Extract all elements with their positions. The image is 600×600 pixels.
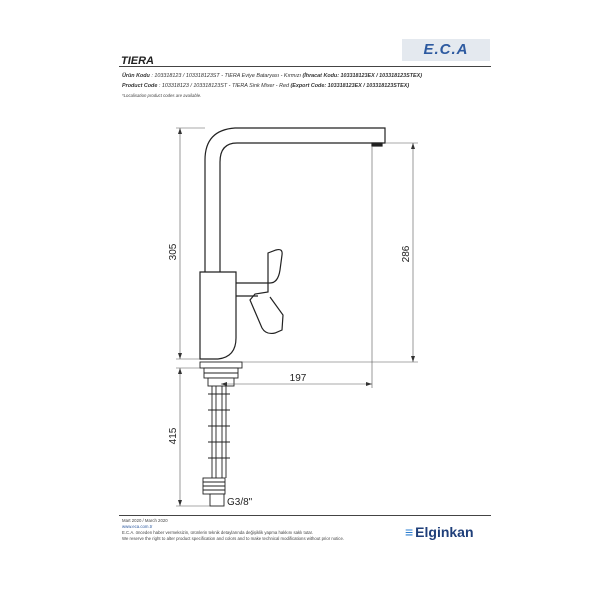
product-code-tr-label: Ürün Kodu [122,73,150,79]
export-code-en: (Export Code: 103318123EX / 103318123STEX) [290,83,410,89]
dimension-reach: 197 [289,373,307,384]
dimension-thread: G3/8" [227,497,253,508]
dimension-height-total: 305 [168,243,179,261]
dimension-hose: 415 [168,427,179,445]
footer-website-link[interactable]: www.eca.com.tr [122,524,153,529]
localisation-note: *Localisation product codes are available. [122,93,202,98]
product-title: TIERA [121,55,154,67]
product-code-en-label: Product Code [122,83,158,89]
eca-logo: E.C.A [423,41,469,58]
elginkan-mark-icon: ≡ [405,524,414,540]
footer-note-tr: E.C.A. önceden haber vermeksizin, ürünlerin teknik detaylarında değişiklik yapma hakkını saklı tutar. [122,530,314,535]
dimension-height-spout: 286 [401,245,412,263]
footer-note-en: We reserve the right to alter product specification and colors and to make technical modifications without prior notice. [122,536,345,541]
elginkan-brand-text: Elginkan [415,524,474,540]
elginkan-logo [405,524,474,540]
footer-divider [119,515,491,516]
footer-date: Mart 2020 / March 2020 [122,518,168,523]
product-code-tr-value: : 103318123 / 103318123ST - TIERA Eviye Bataryası - Kırmızı [151,73,301,79]
export-code-tr: (İhracat Kodu: 103318123EX / 103318123STEX) [302,73,423,79]
product-code-en-value: : 103318123 / 103318123ST - TIERA Sink Mixer - Red [158,83,289,89]
